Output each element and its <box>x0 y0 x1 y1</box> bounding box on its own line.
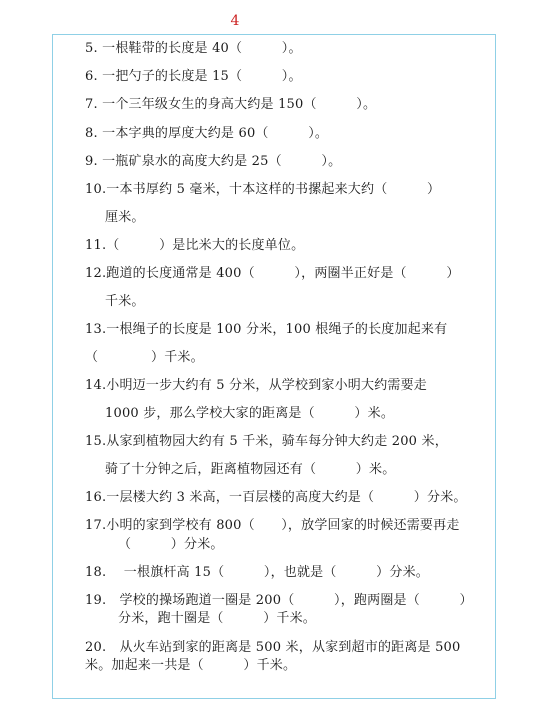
question-14-continued: 1000 步，那么学校大家的距离是（ ）米。 <box>105 406 395 421</box>
question-7: 7. 一个三年级女生的身高大约是 150（ ）。 <box>85 97 377 112</box>
question-12: 12.跑道的长度通常是 400（ ），两圈半正好是（ ） <box>85 266 460 281</box>
question-9: 9. 一瓶矿泉水的高度大约是 25（ ）。 <box>85 154 342 169</box>
question-20: 20. 从火车站到家的距离是 500 米，从家到超市的距离是 500 <box>85 640 461 655</box>
question-10-continued: 厘米。 <box>105 210 145 225</box>
question-10: 10.一本书厚约 5 毫米，十本这样的书摞起来大约（ ） <box>85 182 441 197</box>
page-number: 4 <box>230 13 240 29</box>
question-15-continued: 骑了十分钟之后，距离植物园还有（ ）米。 <box>105 462 396 477</box>
question-20-continued: 米。加起来一共是（ ）千米。 <box>85 658 297 673</box>
question-18: 18. 一根旗杆高 15（ ），也就是（ ）分米。 <box>85 565 429 580</box>
question-16: 16.一层楼大约 3 米高，一百层楼的高度大约是（ ）分米。 <box>85 490 467 505</box>
question-15: 15.从家到植物园大约有 5 千米，骑车每分钟大约走 200 米， <box>85 434 448 449</box>
question-14: 14.小明迈一步大约有 5 分米，从学校到家小明大约需要走 <box>85 378 428 393</box>
question-6: 6. 一把勺子的长度是 15（ ）。 <box>85 69 302 84</box>
question-13: 13.一根绳子的长度是 100 分米，100 根绳子的长度加起来有 <box>85 322 448 337</box>
question-17-continued: （ ）分米。 <box>118 537 224 552</box>
question-8: 8. 一本字典的厚度大约是 60（ ）。 <box>85 126 329 141</box>
question-13-continued: （ ）千米。 <box>85 350 204 365</box>
question-19: 19. 学校的操场跑道一圈是 200（ ），跑两圈是（ ） <box>85 593 473 608</box>
question-17: 17.小明的家到学校有 800（ ），放学回家的时候还需要再走 <box>85 518 460 533</box>
question-19-continued: 分米，跑十圈是（ ）千米。 <box>118 611 317 626</box>
question-5: 5. 一根鞋带的长度是 40（ ）。 <box>85 41 302 56</box>
question-11: 11.（ ）是比米大的长度单位。 <box>85 238 305 253</box>
question-12-continued: 千米。 <box>105 294 145 309</box>
